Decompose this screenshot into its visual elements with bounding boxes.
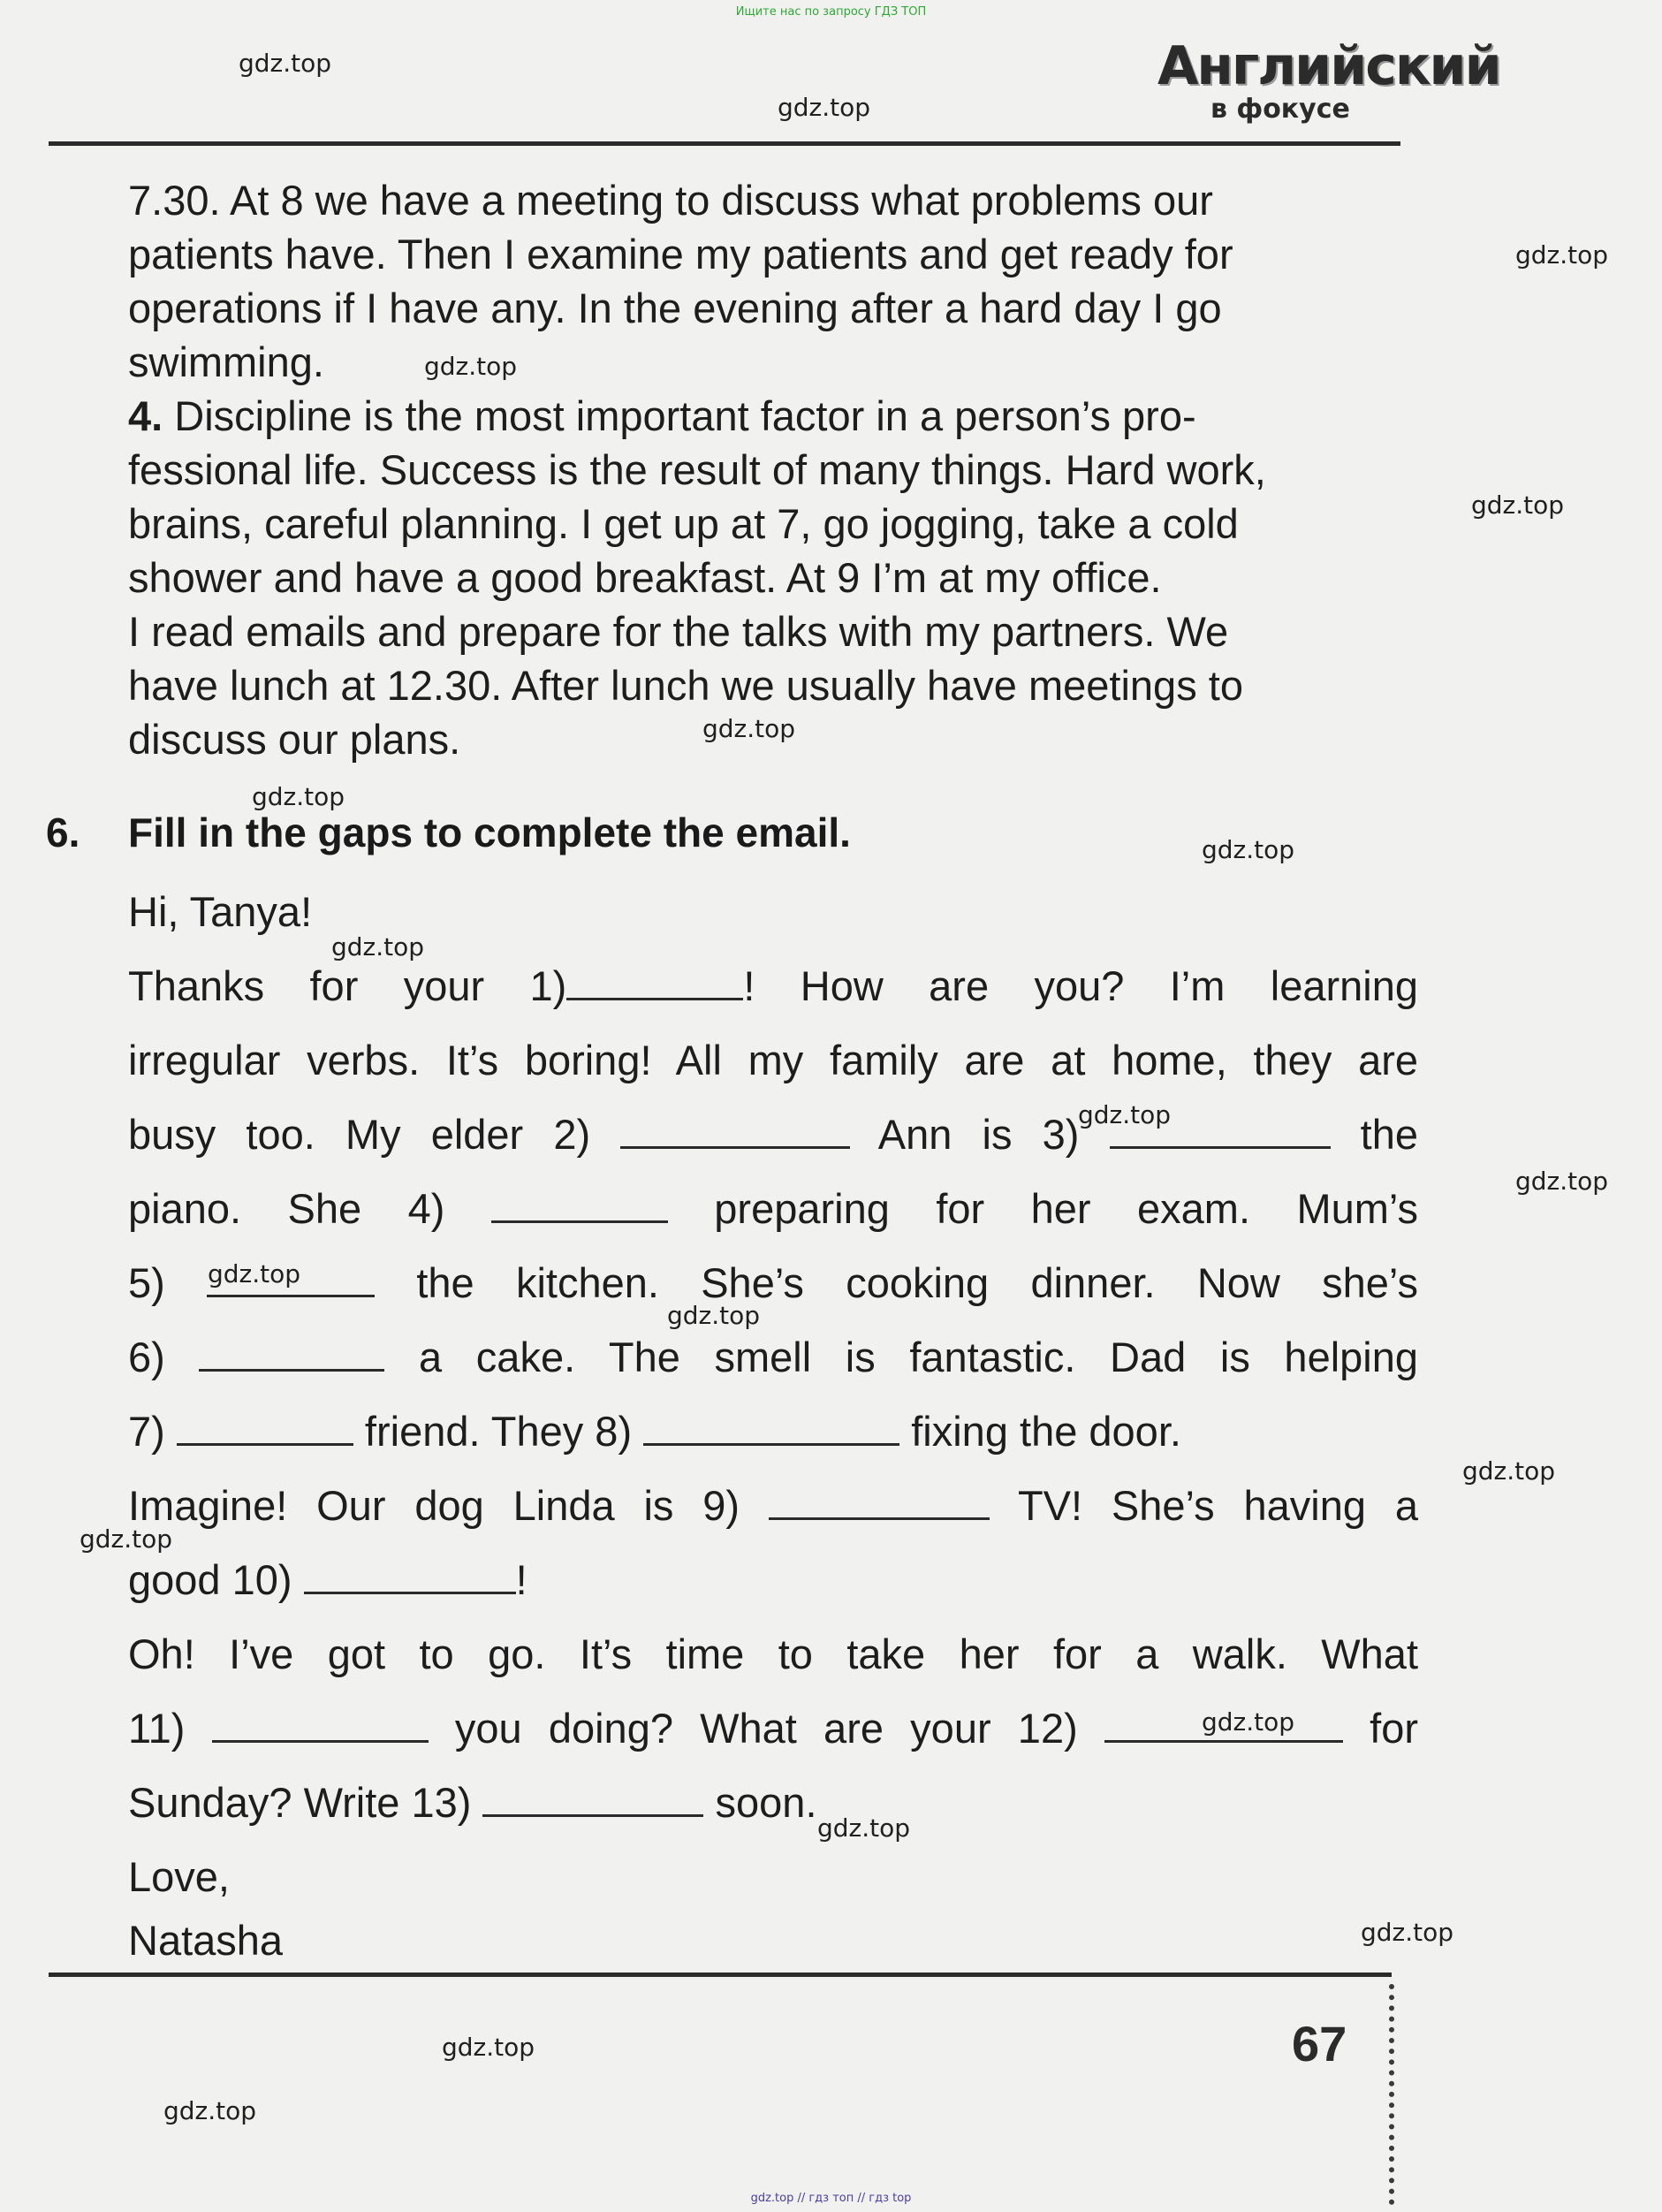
email-text: 7) bbox=[128, 1408, 165, 1455]
task-number: 6. bbox=[46, 810, 80, 855]
watermark: gdz.top bbox=[1361, 1918, 1454, 1947]
gap-6[interactable] bbox=[199, 1328, 384, 1372]
text-line: I read emails and prepare for the talks with my partners. We bbox=[128, 608, 1229, 655]
gap-4[interactable] bbox=[491, 1180, 668, 1223]
text-line: patients have. Then I examine my patients and get ready for bbox=[128, 231, 1233, 277]
email-text: Imagine! Our dog Linda is 9) bbox=[128, 1482, 740, 1529]
text-line: fessional life. Success is the result of many things. Hard work, bbox=[128, 446, 1266, 493]
watermark: gdz.top bbox=[252, 782, 345, 811]
gap-7[interactable] bbox=[177, 1402, 353, 1446]
email-line bbox=[128, 1691, 1418, 1766]
header-rule bbox=[49, 141, 1400, 146]
watermark: gdz.top bbox=[1202, 835, 1295, 864]
watermark: gdz.top bbox=[702, 714, 796, 743]
email-line: irregular verbs. It’s boring! All my family are at home, they are bbox=[128, 1037, 1418, 1083]
email-signature: Natasha bbox=[128, 1917, 284, 1964]
gap-9[interactable] bbox=[769, 1477, 990, 1520]
watermark: gdz.top bbox=[817, 1813, 911, 1843]
email-text: soon. bbox=[715, 1779, 817, 1826]
gap-8[interactable] bbox=[643, 1402, 899, 1446]
email-line bbox=[128, 1395, 1418, 1469]
email-text: 11) bbox=[128, 1705, 186, 1752]
email-text: good 10) bbox=[128, 1556, 292, 1603]
email-text: Ann is 3) bbox=[877, 1111, 1080, 1158]
email-text: 5) bbox=[128, 1259, 165, 1306]
email-line bbox=[128, 949, 1418, 1023]
email-text: you doing? What are your 12) bbox=[454, 1705, 1078, 1752]
email-line bbox=[128, 1320, 1418, 1395]
footer-rule bbox=[49, 1973, 1392, 1977]
email-text: ! bbox=[515, 1556, 527, 1603]
email bbox=[128, 875, 1418, 1978]
paragraph-4 bbox=[128, 389, 1418, 766]
text-line bbox=[128, 389, 1418, 443]
watermark: gdz.top bbox=[1515, 1167, 1609, 1196]
email-text: for bbox=[1370, 1705, 1419, 1752]
task-title: Fill in the gaps to complete the email. bbox=[128, 810, 851, 855]
email-text: ! How are you? I’m learning bbox=[743, 962, 1419, 1009]
text-line-content: Discipline is the most important factor in a person’s pro- bbox=[174, 392, 1196, 439]
gap-3[interactable] bbox=[1110, 1106, 1331, 1149]
text-line: 7.30. At 8 we have a meeting to discuss what problems our bbox=[128, 177, 1213, 224]
email-text: fixing the door. bbox=[911, 1408, 1181, 1455]
email-line bbox=[128, 1172, 1418, 1246]
text-line: operations if I have any. In the evening after a hard day I go bbox=[128, 285, 1222, 331]
email-line bbox=[128, 1766, 1418, 1840]
watermark: gdz.top bbox=[163, 2096, 257, 2125]
watermark: gdz.top bbox=[331, 932, 425, 962]
page-number: 67 bbox=[1292, 2016, 1347, 2071]
logo bbox=[1157, 35, 1500, 133]
email-text: Thanks for your 1) bbox=[128, 962, 567, 1009]
logo-subtitle: в фокусе bbox=[1210, 94, 1350, 125]
gap-2[interactable] bbox=[620, 1106, 850, 1149]
page-edge-dots bbox=[1389, 1984, 1400, 2205]
text-line: discuss our plans. bbox=[128, 716, 461, 763]
email-text: 6) bbox=[128, 1334, 165, 1380]
watermark: gdz.top bbox=[1462, 1456, 1556, 1486]
email-text: preparing for her exam. Mum’s bbox=[714, 1185, 1418, 1232]
gap-11[interactable] bbox=[212, 1699, 429, 1743]
watermark: gdz.top bbox=[667, 1301, 761, 1330]
email-text: piano. She 4) bbox=[128, 1185, 445, 1232]
gap-13[interactable] bbox=[482, 1774, 703, 1817]
email-text: TV! She’s having a bbox=[1017, 1482, 1418, 1529]
watermark: gdz.top bbox=[239, 49, 332, 78]
email-text: a cake. The smell is fantastic. Dad is helping bbox=[419, 1334, 1419, 1380]
watermark: gdz.top bbox=[208, 1259, 301, 1288]
text-line: swimming. bbox=[128, 338, 324, 385]
email-line bbox=[128, 1469, 1418, 1543]
gap-5[interactable] bbox=[207, 1254, 375, 1297]
email-closing: Love, bbox=[128, 1853, 230, 1900]
text-line: have lunch at 12.30. After lunch we usually have meetings to bbox=[128, 662, 1243, 709]
gap-10[interactable] bbox=[304, 1551, 516, 1594]
watermark: gdz.top bbox=[442, 2033, 535, 2062]
email-line bbox=[128, 1098, 1418, 1172]
text-line: shower and have a good breakfast. At 9 I’m at my office. bbox=[128, 554, 1162, 601]
paragraph-3 bbox=[128, 173, 1418, 389]
email-text: Sunday? Write 13) bbox=[128, 1779, 472, 1826]
gap-12[interactable] bbox=[1104, 1699, 1343, 1743]
email-text: the bbox=[1360, 1111, 1418, 1158]
email-line bbox=[128, 1246, 1418, 1320]
email-text: busy too. My elder 2) bbox=[128, 1111, 591, 1158]
top-banner: Ищите нас по запросу ГДЗ ТОП bbox=[735, 5, 927, 19]
watermark: gdz.top bbox=[778, 93, 871, 122]
text-line: brains, careful planning. I get up at 7, go jogging, take a cold bbox=[128, 500, 1239, 547]
email-text: friend. They 8) bbox=[364, 1408, 633, 1455]
logo-title: Английский bbox=[1157, 35, 1500, 97]
gap-1[interactable] bbox=[566, 957, 743, 1000]
watermark: gdz.top bbox=[1515, 240, 1609, 270]
email-line: Oh! I’ve got to go. It’s time to take her for a walk. What bbox=[128, 1630, 1418, 1677]
email-text: the kitchen. She’s cooking dinner. Now she’s bbox=[416, 1259, 1419, 1306]
email-line bbox=[128, 1543, 1418, 1617]
watermark: gdz.top bbox=[424, 352, 518, 381]
email-greeting: Hi, Tanya! bbox=[128, 888, 313, 935]
watermark: gdz.top bbox=[80, 1524, 173, 1554]
bottom-banner: gdz.top // гдз топ // гдз top bbox=[750, 2192, 912, 2205]
watermark: gdz.top bbox=[1471, 490, 1565, 520]
watermark: gdz.top bbox=[1078, 1100, 1172, 1129]
paragraph-number: 4. bbox=[128, 392, 163, 439]
watermark: gdz.top bbox=[1202, 1707, 1295, 1737]
